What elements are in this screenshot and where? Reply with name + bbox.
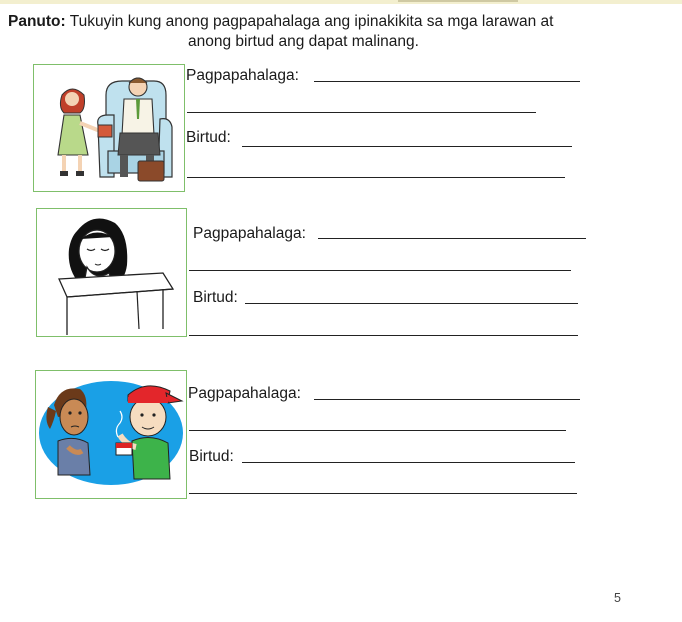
cigarette-offer-illustration [36, 371, 186, 498]
item-3-value-answer-line-2[interactable] [189, 430, 566, 431]
item-1-virtue-label: Birtud: [186, 129, 231, 146]
picture-3-peer-pressure-scene [35, 370, 187, 499]
item-1-virtue-answer-line-1[interactable] [242, 146, 572, 147]
instructions-text-1: Tukuyin kung anong pagpapahalaga ang ipinakikita sa mga larawan at [69, 13, 554, 30]
instructions-line-2: anong birtud ang dapat malinang. [188, 33, 419, 50]
tired-girl-illustration [37, 209, 186, 336]
item-3-virtue-label: Birtud: [189, 448, 234, 465]
item-1-value-answer-line-1[interactable] [314, 81, 580, 82]
page-number: 5 [614, 591, 621, 605]
item-3-virtue-answer-line-2[interactable] [189, 493, 577, 494]
item-2-value-answer-line-1[interactable] [318, 238, 586, 239]
item-2-value-answer-line-2[interactable] [189, 270, 571, 271]
item-2-virtue-label: Birtud: [193, 289, 238, 306]
instructions-label: Panuto: [8, 13, 66, 30]
item-2-virtue-answer-line-2[interactable] [189, 335, 578, 336]
item-1-value-label: Pagpapahalaga: [186, 67, 299, 84]
instructions-line-1 [8, 12, 668, 32]
top-border-strip [0, 0, 682, 4]
item-3-value-label: Pagpapahalaga: [188, 385, 301, 402]
picture-1-girl-giving-gift [33, 64, 185, 192]
gift-scene-illustration [34, 65, 184, 191]
picture-2-girl-at-desk [36, 208, 187, 337]
item-1-virtue-answer-line-2[interactable] [187, 177, 565, 178]
instructions [8, 12, 668, 52]
item-2-virtue-answer-line-1[interactable] [245, 303, 578, 304]
item-3-value-answer-line-1[interactable] [314, 399, 580, 400]
item-2-value-label: Pagpapahalaga: [193, 225, 306, 242]
item-3-virtue-answer-line-1[interactable] [242, 462, 575, 463]
item-1-value-answer-line-2[interactable] [187, 112, 536, 113]
